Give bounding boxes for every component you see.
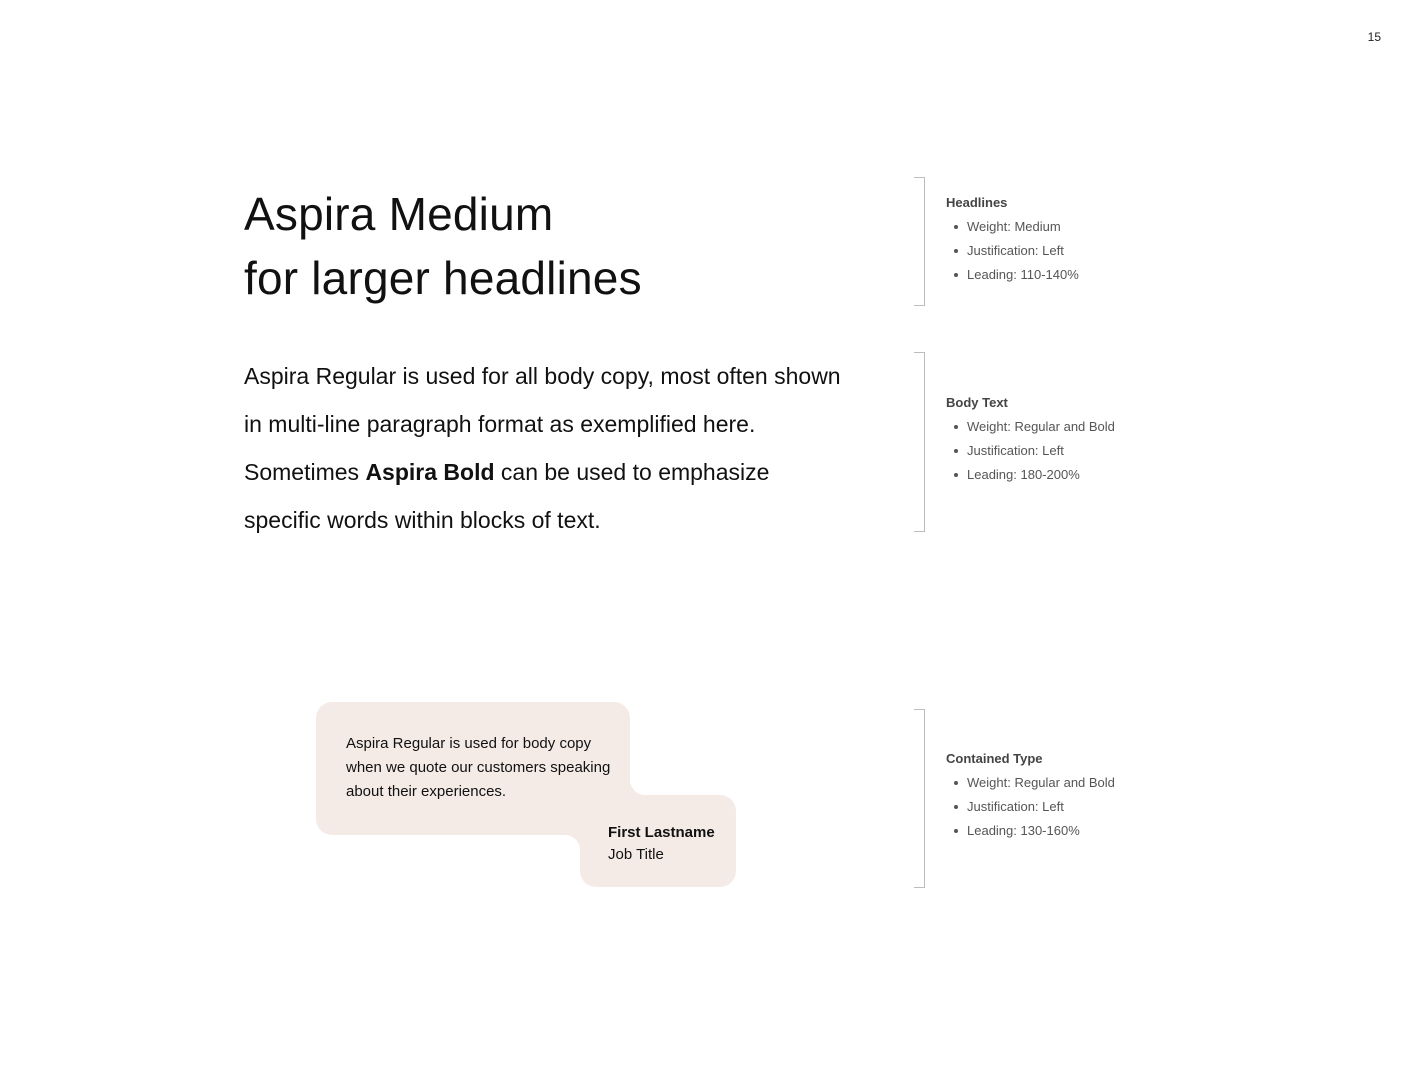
quote-author-name: First Lastname	[608, 824, 715, 841]
body-copy-text-end: can be used to emphasize specific words within blocks of text.	[244, 459, 770, 533]
headlines-spec-title: Headlines	[946, 195, 1008, 210]
body-text-spec-title: Body Text	[946, 395, 1008, 410]
headlines-spec-bracket	[914, 177, 925, 306]
headlines-spec-item: Leading: 110-140%	[946, 263, 1079, 287]
body-copy-paragraph	[244, 352, 844, 544]
body-text-spec-item: Leading: 180-200%	[946, 463, 1115, 487]
contained-type-spec-item: Justification: Left	[946, 795, 1115, 819]
body-text-spec-bracket	[914, 352, 925, 532]
headline-line-1: Aspira Medium	[244, 188, 554, 240]
contained-type-spec-bracket	[914, 709, 925, 888]
body-copy-bold-text: Aspira Bold	[365, 459, 495, 485]
contained-type-spec-item: Leading: 130-160%	[946, 819, 1115, 843]
page-number: 15	[1367, 30, 1381, 44]
contained-type-spec-title: Contained Type	[946, 751, 1043, 766]
contained-type-spec	[946, 747, 1115, 843]
headline-line-2: for larger headlines	[244, 252, 642, 304]
body-text-spec-item: Weight: Regular and Bold	[946, 415, 1115, 439]
body-text-spec	[946, 391, 1115, 487]
headlines-spec-item: Justification: Left	[946, 239, 1079, 263]
contained-type-spec-list	[946, 771, 1115, 843]
quote-card-corner-curve	[564, 835, 580, 851]
headlines-spec-item: Weight: Medium	[946, 215, 1079, 239]
headlines-spec	[946, 191, 1079, 287]
body-text-spec-item: Justification: Left	[946, 439, 1115, 463]
body-copy-text-start: Aspira Regular is used for all body copy, most often shown in multi-line paragraph format as exemplified here. Sometimes	[244, 363, 841, 485]
customer-quote-card	[316, 702, 736, 887]
headlines-spec-list	[946, 215, 1079, 287]
quote-card-corner-curve	[630, 779, 646, 795]
body-text-spec-list	[946, 415, 1115, 487]
contained-type-spec-item: Weight: Regular and Bold	[946, 771, 1115, 795]
quote-text: Aspira Regular is used for body copy when we quote our customers speaking about their experiences.	[346, 735, 611, 800]
quote-author-job-title: Job Title	[608, 846, 664, 863]
page-headline	[244, 182, 642, 310]
